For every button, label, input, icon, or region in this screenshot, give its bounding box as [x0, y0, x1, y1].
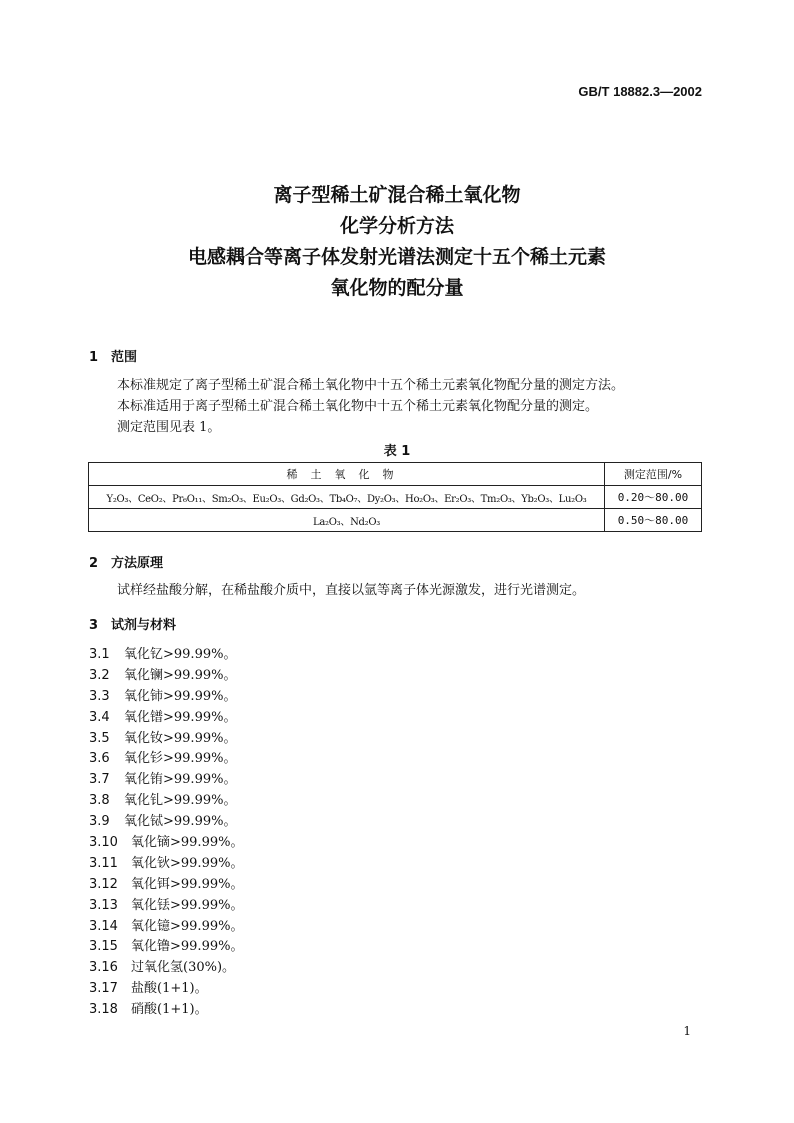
section-scope-heading — [89, 346, 137, 365]
table-row — [89, 486, 702, 509]
principle-paragraph: 试样经盐酸分解，在稀盐酸介质中，直接以氩等离子体光源激发，进行光谱测定。 — [117, 583, 586, 598]
title-line-3: 电感耦合等离子体发射光谱法测定十五个稀土元素 — [187, 246, 606, 268]
section-title: 范围 — [111, 350, 138, 365]
item-text: 过氧化氢(30%)。 — [131, 960, 236, 976]
table-cell-range: 0.50～80.00 — [605, 509, 702, 532]
list-item — [89, 854, 243, 875]
item-text: 氧化铕>99.99%。 — [124, 772, 237, 788]
reagent-list — [89, 645, 243, 1021]
item-number: 3.8 — [89, 793, 110, 809]
item-number: 3.14 — [89, 918, 118, 934]
list-item — [89, 979, 243, 1000]
section-title: 试剂与材料 — [111, 618, 177, 633]
table-cell-range: 0.20～80.00 — [605, 486, 702, 509]
scope-paragraph-1: 本标准规定了离子型稀土矿混合稀土氧化物中十五个稀土元素氧化物配分量的测定方法。 — [117, 378, 625, 393]
list-item — [89, 687, 243, 708]
list-item — [89, 958, 243, 979]
list-item — [89, 791, 243, 812]
list-item — [89, 770, 243, 791]
table-header-range: 测定范围/% — [605, 463, 702, 486]
item-number: 3.16 — [89, 960, 118, 976]
title-line-4: 氧化物的配分量 — [330, 277, 464, 299]
item-text: 氧化钇>99.99%。 — [124, 647, 237, 662]
section-number: 1 — [89, 350, 99, 365]
title-line-1: 离子型稀土矿混合稀土氧化物 — [273, 184, 521, 206]
item-text: 硝酸(1+1)。 — [131, 1002, 208, 1018]
item-number: 3.11 — [89, 855, 118, 871]
table-header-row — [89, 463, 702, 486]
list-item — [89, 729, 243, 750]
scope-paragraph-2: 本标准适用于离子型稀土矿混合稀土氧化物中十五个稀土元素氧化物配分量的测定。 — [117, 399, 599, 414]
table-cell-oxides: Y₂O₃、CeO₂、Pr₆O₁₁、Sm₂O₃、Eu₂O₃、Gd₂O₃、Tb₄O₇、Dy₂O₃、Ho₂O₃、Er₂O₃、Tm₂O₃、Yb₂O₃、Lu₂O₃ — [89, 486, 605, 509]
table-header-oxides: 稀土氧化物 — [89, 463, 605, 486]
item-text: 氧化钆>99.99%。 — [124, 793, 237, 809]
item-number: 3.2 — [89, 667, 110, 683]
list-item — [89, 896, 243, 917]
item-text: 氧化钬>99.99%。 — [131, 855, 244, 871]
section-number: 2 — [89, 556, 99, 571]
item-text: 氧化钕>99.99%。 — [124, 730, 237, 746]
table-caption: 表 1 — [383, 444, 411, 459]
list-item — [89, 917, 243, 938]
section-title: 方法原理 — [111, 556, 164, 571]
item-number: 3.10 — [89, 835, 118, 851]
item-text: 氧化铈>99.99%。 — [124, 688, 237, 704]
item-text: 氧化镝>99.99%。 — [131, 835, 244, 851]
item-number: 3.1 — [89, 647, 110, 662]
list-item — [89, 937, 243, 958]
list-item — [89, 666, 243, 687]
item-number: 3.7 — [89, 772, 110, 788]
item-text: 盐酸(1+1)。 — [131, 981, 208, 997]
item-number: 3.18 — [89, 1002, 118, 1018]
item-text: 氧化镧>99.99%。 — [124, 667, 237, 683]
list-item — [89, 812, 243, 833]
item-text: 氧化镱>99.99%。 — [131, 918, 244, 934]
item-number: 3.13 — [89, 897, 118, 913]
item-number: 3.4 — [89, 709, 110, 725]
standard-code: GB/T 18882.3—2002 — [578, 84, 702, 99]
item-text: 氧化镥>99.99%。 — [131, 939, 244, 955]
list-item — [89, 645, 243, 666]
item-text: 氧化铽>99.99%。 — [124, 814, 237, 830]
list-item — [89, 875, 243, 896]
item-number: 3.3 — [89, 688, 110, 704]
document-title — [0, 180, 794, 304]
measurement-range-table — [88, 462, 702, 532]
section-number: 3 — [89, 618, 99, 633]
item-number: 3.15 — [89, 939, 118, 955]
item-text: 氧化铥>99.99%。 — [131, 897, 244, 913]
page-number: 1 — [683, 1024, 691, 1038]
section-reagents-heading — [89, 614, 176, 633]
list-item — [89, 749, 243, 770]
item-number: 3.9 — [89, 814, 110, 830]
table-cell-oxides: La₂O₃、Nd₂O₃ — [89, 509, 605, 532]
list-item — [89, 1000, 243, 1021]
table-row — [89, 509, 702, 532]
scope-paragraph-3: 测定范围见表 1。 — [117, 420, 221, 435]
item-number: 3.6 — [89, 751, 110, 767]
item-number: 3.12 — [89, 876, 118, 892]
item-text: 氧化钐>99.99%。 — [124, 751, 237, 767]
item-number: 3.17 — [89, 981, 118, 997]
item-number: 3.5 — [89, 730, 110, 746]
item-text: 氧化镨>99.99%。 — [124, 709, 237, 725]
list-item — [89, 833, 243, 854]
title-line-2: 化学分析方法 — [339, 215, 454, 237]
list-item — [89, 708, 243, 729]
section-principle-heading — [89, 552, 163, 571]
item-text: 氧化铒>99.99%。 — [131, 876, 244, 892]
